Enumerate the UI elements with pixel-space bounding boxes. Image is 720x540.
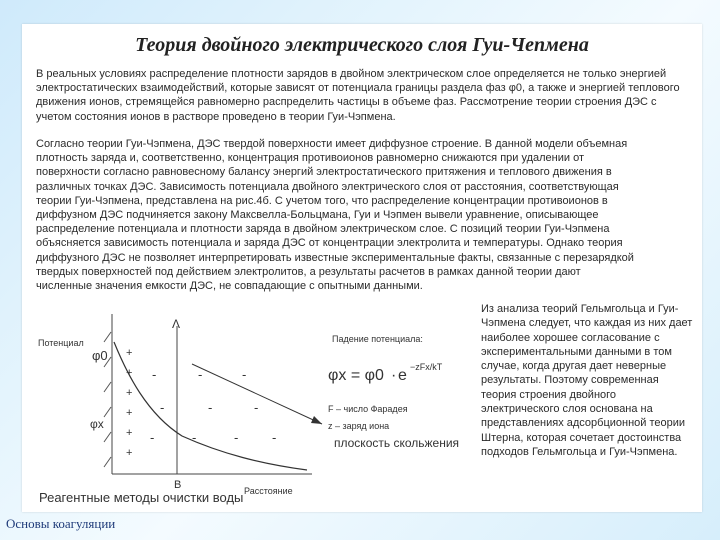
drop-label: Падение потенциала: — [332, 334, 423, 344]
formula-dot: · — [391, 367, 397, 384]
phix-label: φx — [90, 417, 104, 431]
gouy-chapman-paragraph: Согласно теории Гуи-Чэпмена, ДЭС твердой поверхности имеет диффузное строение. В данной модели объемная плотность заряда и, соответственно, концентрация противоионов равномерно снижаются при удалении от поверхности согласно равновесному балансу энергий электростатического притяжения и теплового движения в различных точках ДЭС. Зависимость потенциала двойного электрического слоя от расстояния, соответствующая теории Гуи-Чэпмена, представлена на рис.4б. С учетом того, что распределение концентрации противоионов в диффузном ДЭС подчиняется закону Максвелла-Больцмана, Гуи и Чэпмен вывели уравнение, описывающее распределение потенциала и плотности заряда в двойном электрическом слое. С позиций теории Гуи-Чэпмена объясняется зависимость потенциала и заряда ДЭС от концентрации электролита и температуры. Однако теория диффузного ДЭС не позволяет интерпретировать известные экспериментальные факты, связанные с перезарядкой твердых поверхностей под действием электролитов, а результаты расчетов в рамках данной теории дают численные значения емкости ДЭС, не совпадающие с опытными данными. — [36, 138, 634, 293]
slip-plane-label: плоскость скольжения — [334, 436, 460, 450]
footer-label: Основы коагуляции — [6, 516, 116, 531]
lambda-label: Λ — [172, 317, 181, 331]
document-page — [22, 24, 702, 512]
formula-e: e — [398, 367, 407, 384]
minus-sign: - — [160, 400, 165, 415]
formula-exponent: −zFx/kT — [410, 362, 443, 372]
minus-sign: - — [254, 400, 259, 415]
caption: Реагентные методы очистки воды — [39, 490, 244, 505]
formula-lhs: φx = φ0 — [328, 367, 384, 384]
plus-sign: + — [126, 427, 133, 439]
minus-sign: - — [150, 430, 155, 445]
analysis-paragraph: Из анализа теорий Гельмгольца и Гуи-Чэпмена следует, что каждая из них дает наиболее хорошее согласование с экспериментальными данными в том случае, когда другая дает неверные результаты. Поэтому современная теория строения двойного электрического слоя основана на представлениях адсорбционной теории Штерна, которая сочетает достоинства подходов Гельмгольца и Гуи-Чэпмена. — [481, 303, 693, 458]
arrowhead — [311, 416, 322, 424]
potential-axis-label: Потенциал — [38, 338, 84, 348]
minus-sign: - — [234, 430, 239, 445]
potential-diagram — [22, 24, 702, 512]
minus-sign: - — [192, 430, 197, 445]
minus-sign: - — [152, 367, 157, 382]
intro-paragraph: В реальных условиях распределение плотности зарядов в двойном электрическом слое определяется не только энергией электростатических взаимодействий, которые зависят от потенциала границы раздела фаз φ0, а также и энергией теплового движения ионов, стремящейся равномерно распределить частицы в объеме фаз. Рассмотрение теории строения ДЭС с учетом состояния ионов в растворе проведено в теории Гуи-Чэпмена. — [36, 68, 680, 123]
plus-sign: + — [126, 367, 133, 379]
ion-charge-definition: z – заряд иона — [328, 421, 390, 431]
minus-sign: - — [272, 430, 277, 445]
faraday-definition: F – число Фарадея — [328, 404, 408, 414]
plus-sign: + — [126, 407, 133, 419]
plus-sign: + — [126, 387, 133, 399]
b-label: B — [174, 479, 182, 491]
distance-label: Расстояние — [244, 486, 293, 496]
phi0-label: φ0 — [92, 348, 108, 363]
plus-sign: + — [126, 347, 133, 359]
minus-sign: - — [198, 367, 203, 382]
page-title: Теория двойного электрического слоя Гуи-Чепмена — [135, 34, 589, 56]
plus-sign: + — [126, 447, 133, 459]
slip-arrow — [192, 364, 322, 424]
minus-sign: - — [242, 367, 247, 382]
minus-sign: - — [208, 400, 213, 415]
